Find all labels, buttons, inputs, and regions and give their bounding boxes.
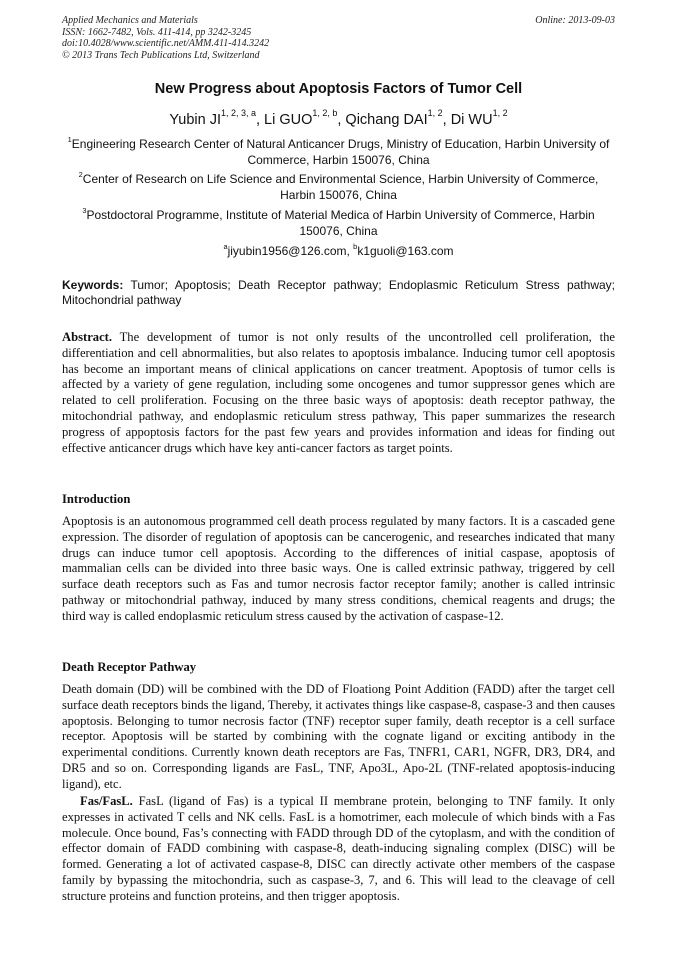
author-superscript: 1, 2 (427, 108, 443, 119)
issn-line: ISSN: 1662-7482, Vols. 411-414, pp 3242-3245 (62, 26, 252, 38)
affiliation: $^1$Engineering Research Center of Natural Anticancer Drugs, Ministry of Education, Harbin University of Commerce, Harbin 150076, China (67, 134, 610, 167)
online-date: Online: 2013-09-03 (535, 15, 615, 26)
author-superscript: 1, 2, 3, a (221, 108, 256, 119)
paper-title: New Progress about Apoptosis Factors of Tumor Cell (154, 81, 523, 97)
copyright-line: © 2013 Trans Tech Publications Ltd, Switzerland (62, 49, 260, 61)
keywords-text: Tumor; Apoptosis; Death Receptor pathway; Endoplasmic Reticulum Stress pathway; Mitochondrial pathway (62, 278, 615, 307)
email-address: k1guoli@163.com (357, 244, 454, 258)
journal-name: Applied Mechanics and Materials (62, 15, 198, 26)
abstract-text: The development of tumor is not only results of the uncontrolled cell proliferation, the differentiation and cell abnormalities, but also relates to apoptosis imbalance. Inducing tumor cell apoptosis has become an important means of clinical applications on cancer treatment. Apoptosis of tumor cells is affected by a variety of gene regulation, including some oncogenes and tumor suppressor genes which are related to cell proliferation. Focusing on the three basic ways of apoptosis: death receptor pathway, the mitochondrial pathway, and endoplasmic reticulum stress pathway, This paper summarizes the research progress of appoptosis factors for the past few years and provides information and ideas for finding out effective anticancer drugs which have key anti-cancer factors as target points. (62, 330, 615, 455)
fas-fasl-paragraph (62, 794, 615, 905)
section-heading-introduction: Introduction (62, 492, 131, 506)
author-name: Di WU (450, 112, 493, 128)
fas-fasl-text: FasL (ligand of Fas) is a typical II membrane protein, belonging to TNF family. It only expresses in activated T cells and NK cells. FasL is a homotrimer, each molecule of which binds with a Fas molecule. Once bound, Fas’s connecting with FADD through DD of the cytoplasm, and with the condition of effector domain of FADD combining with caspase-8, death-inducing signaling complex (DISC) will be formed. Generating a lot of activated caspase-8, DISC can directly activate other members of the caspase family by bypassing the mitochondria, such as caspase-3, 7, and 6. This will lead to the cleavage of cell structure proteins and function proteins, and then trigger apoptosis. (62, 794, 615, 903)
author-list: Yubin JI$^{1, 2, 3, a}$, Li GUO$^{1, 2, b}$, Qichang DAI$^{1, 2}$, Di WU$^{1, 2}$ (169, 108, 508, 128)
email-address: jiyubin1956@126.com (227, 244, 347, 258)
author-name: Qichang DAI (345, 112, 428, 128)
keywords (62, 278, 615, 308)
introduction-paragraph: Apoptosis is an autonomous programmed cell death process regulated by many factors. It is a cascaded gene expression. The disorder of regulation of apoptosis can be cancerogenic, and researches indicated that many drugs can induce tumor cell apoptosis. According to the differences of initial caspase, apoptosis of mammalian cells can be divided into three basic ways. One is called extrinsic pathway, triggered by cell surface death receptors such as Fas and tumor necrosis factor receptor family; another is called intrinsic pathway or mitochondrial pathway, induced by many stress conditions, chemical reagents and drugs; the third way is called endoplasmic reticulum stress caused by the activation of caspase-12. (62, 514, 615, 623)
affiliation: $^2$Center of Research on Life Science and Environmental Science, Harbin University of Commerce, Harbin 150076, China (78, 169, 599, 202)
death-receptor-paragraph: Death domain (DD) will be combined with the DD of Floationg Point Addition (FADD) after the target cell surface death receptors binds the ligand, Thereby, it activates things like caspase-8, caspase-3 and then causes apoptosis. Belonging to tumor necrosis factor (TNF) receptor super family, death receptor is a cell surface receptor. Apoptosis will be started by combining with the cognate ligand or exciting antibody in the experimental conditions. Currently known death receptors are Fas, TNFR1, CAR1, NGFR, DR3, DR4, and DR5 and so on. Corresponding ligands are FasL, TNF, Apo3L, Apo-2L (TNF-related apoptosis-inducing ligand), etc. (62, 682, 615, 791)
doi-line: doi:10.4028/www.scientific.net/AMM.411-414.3242 (62, 38, 270, 49)
author-name: Yubin JI (169, 112, 221, 128)
author-name: Li GUO (264, 112, 313, 128)
fas-fasl-label: Fas/FasL. (80, 794, 133, 808)
email-line: $^a$jiyubin1956@126.com, $^b$k1guoli@163.com (223, 241, 454, 258)
keywords-label: Keywords: (62, 278, 124, 292)
affiliation: $^3$Postdoctoral Programme, Institute of Material Medica of Harbin University of Commerce, Harbin 150076, China (82, 205, 595, 238)
author-superscript: 1, 2, b (312, 108, 338, 119)
author-superscript: 1, 2 (492, 108, 508, 119)
section-heading-death-receptor: Death Receptor Pathway (62, 660, 197, 674)
abstract-label: Abstract. (62, 330, 113, 344)
running-header (62, 15, 615, 61)
abstract (62, 330, 615, 456)
